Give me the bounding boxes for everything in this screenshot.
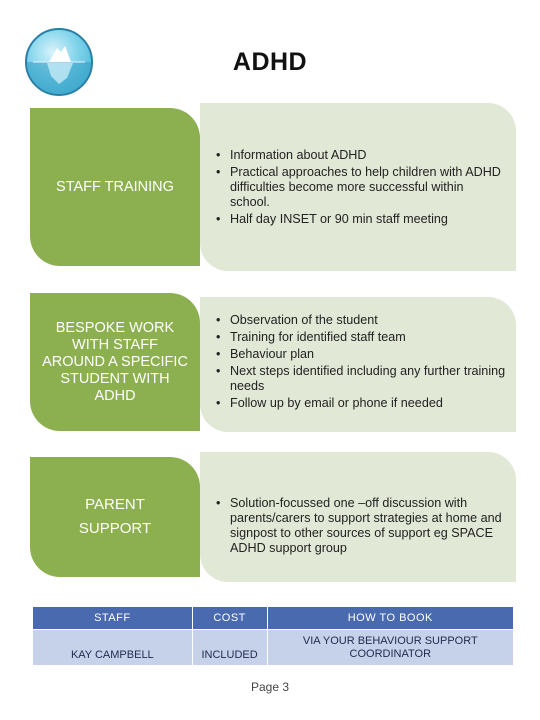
staff-cell: KAY CAMPBELL bbox=[33, 630, 193, 666]
page-number: Page 3 bbox=[250, 680, 290, 694]
section-label-text: PARENT SUPPORT bbox=[78, 496, 152, 537]
bullet-item: • Behaviour plan bbox=[214, 347, 506, 362]
table-row bbox=[33, 630, 514, 666]
page-title: ADHD bbox=[232, 48, 308, 76]
section-label-text: BESPOKE WORK WITH STAFF AROUND A SPECIFIC STUDENT WITH ADHD bbox=[42, 319, 188, 404]
bullet-item: • Solution-focussed one –off discussion with parents/carers to support strategies at home and signpost to other sources of support eg SPACE ADHD support group bbox=[214, 496, 506, 556]
cost-cell: INCLUDED bbox=[192, 630, 267, 666]
bullet-item: • Follow up by email or phone if needed bbox=[214, 396, 506, 411]
bullet-item: • Information about ADHD bbox=[214, 148, 506, 163]
column-header-staff: STAFF bbox=[33, 607, 193, 630]
section-label-text: STAFF TRAINING bbox=[56, 178, 174, 195]
bullet-item: • Observation of the student bbox=[214, 313, 506, 328]
section-label-parent-support bbox=[30, 457, 200, 577]
bullet-item: • Next steps identified including any further training needs bbox=[214, 364, 506, 394]
section-label-bespoke-work bbox=[30, 293, 200, 431]
staff-training-details bbox=[200, 103, 516, 271]
table-header-row bbox=[33, 607, 514, 630]
column-header-how-to-book: HOW TO BOOK bbox=[267, 607, 513, 630]
bullet-item: • Training for identified staff team bbox=[214, 330, 506, 345]
parent-support-details bbox=[200, 452, 516, 582]
section-label-staff-training bbox=[30, 108, 200, 266]
bullet-item: • Practical approaches to help children with ADHD difficulties become more successful within school. bbox=[214, 165, 506, 210]
booking-info-table bbox=[32, 606, 514, 666]
bullet-item: • Half day INSET or 90 min staff meeting bbox=[214, 212, 506, 227]
column-header-cost: COST bbox=[192, 607, 267, 630]
bespoke-work-details bbox=[200, 297, 516, 432]
how-to-book-cell: VIA YOUR BEHAVIOUR SUPPORT COORDINATOR bbox=[267, 630, 513, 666]
